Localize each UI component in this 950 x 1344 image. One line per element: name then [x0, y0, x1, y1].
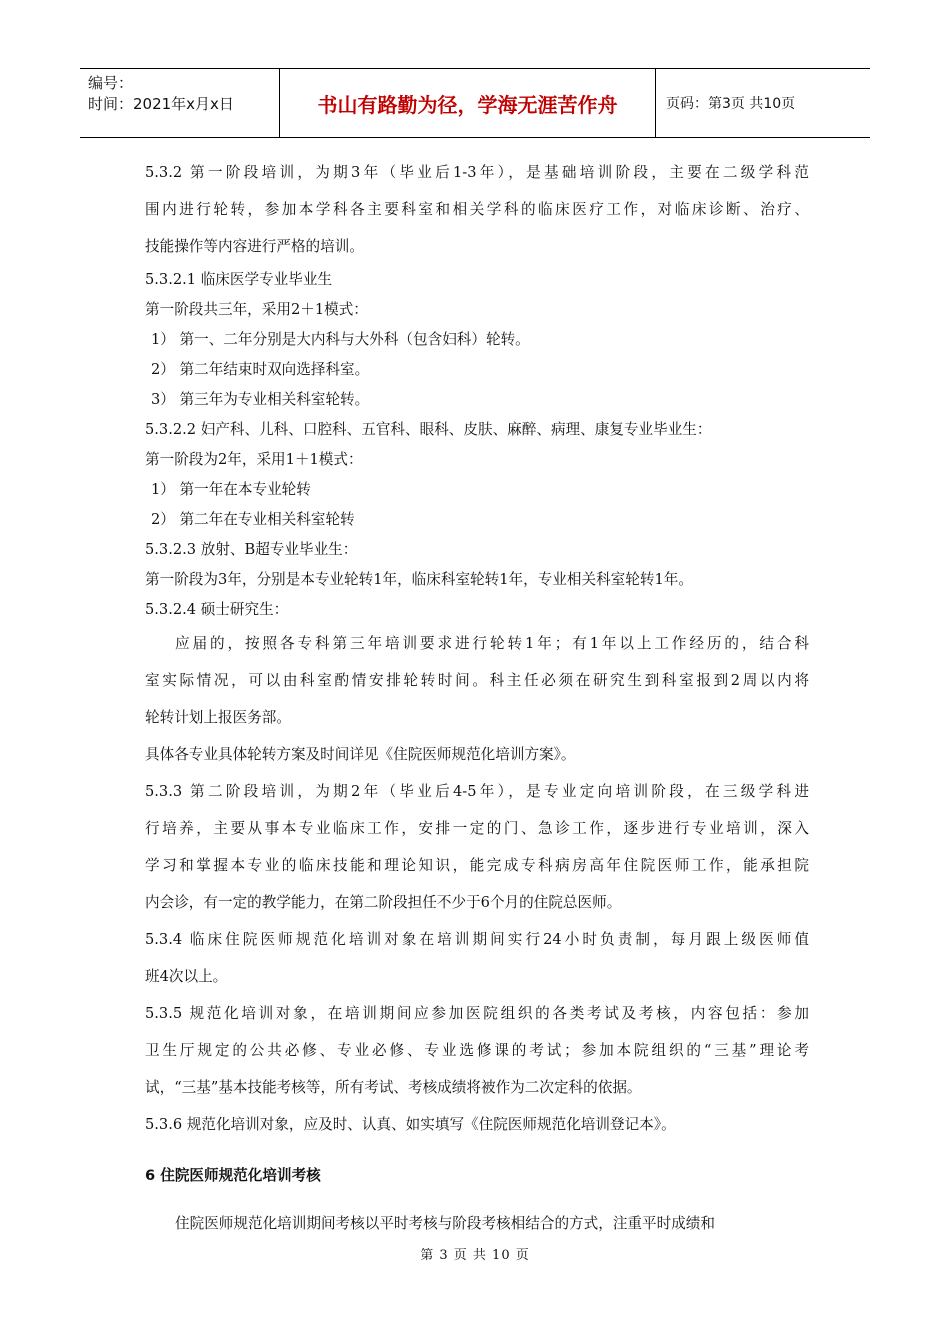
- paragraph-5-3-5-line-1: 5.3.5 规范化培训对象，在培训期间应参加医院组织的各类考试及考核，内容包括：参加: [145, 1005, 809, 1022]
- section-5-3-2-1-intro: 第一阶段共三年，采用2＋1模式：: [145, 301, 368, 318]
- paragraph-5-3-2-line-3: 技能操作等内容进行严格的培训。: [145, 238, 364, 255]
- section-5-3-2-4-line-2: 室实际情况，可以由科室酌情安排轮转时间。科主任必须在研究生到科室报到2周以内将: [145, 672, 809, 689]
- paragraph-5-3-3-line-4: 内会诊，有一定的教学能力，在第二阶段担任不少于6个月的住院总医师。: [145, 894, 622, 911]
- document-header: [80, 68, 870, 138]
- paragraph-5-3-2-line-1: 5.3.2 第一阶段培训，为期3年（毕业后1-3年），是基础培训阶段，主要在二级学科范: [145, 164, 809, 181]
- list-item: 2） 第二年结束时双向选择科室。: [151, 361, 370, 378]
- motto-text: 书山有路勤为径，学海无涯苦作舟: [317, 92, 618, 117]
- section-6-heading: 6 住院医师规范化培训考核: [145, 1167, 321, 1184]
- section-5-3-2-4-line-3: 轮转计划上报医务部。: [145, 709, 291, 726]
- header-meta-cell: [80, 69, 280, 137]
- paragraph-5-3-6: 5.3.6 规范化培训对象，应及时、认真、如实填写《住院医师规范化培训登记本》。: [145, 1116, 676, 1133]
- paragraph-5-3-5-line-2: 卫生厅规定的公共必修、专业必修、专业选修课的考试；参加本院组织的“三基”理论考: [145, 1042, 809, 1059]
- number-label: 编号：: [88, 74, 134, 92]
- list-item: 3） 第三年为专业相关科室轮转。: [151, 391, 370, 408]
- paragraph-5-3-5-line-3: 试，“三基”基本技能考核等，所有考试、考核成绩将被作为二次定科的依据。: [145, 1079, 642, 1096]
- section-5-3-2-3-text: 第一阶段为3年，分别是本专业轮转1年，临床科室轮转1年，专业相关科室轮转1年。: [145, 571, 693, 588]
- section-5-3-2-3-title: 5.3.2.3 放射、B超专业毕业生：: [145, 541, 358, 558]
- section-6-text: 住院医师规范化培训期间考核以平时考核与阶段考核相结合的方式，注重平时成绩和: [175, 1215, 715, 1232]
- section-5-3-2-4-line-1: 应届的，按照各专科第三年培训要求进行轮转1年；有1年以上工作经历的，结合科: [175, 635, 809, 652]
- header-page-cell: [656, 69, 870, 137]
- section-5-3-2-1-title: 5.3.2.1 临床医学专业毕业生: [145, 271, 333, 288]
- footer-page-number: 第 3 页 共 10 页: [420, 1248, 530, 1263]
- paragraph-5-3-4-line-2: 班4次以上。: [145, 968, 228, 985]
- paragraph-5-3-3-line-1: 5.3.3 第二阶段培训，为期2年（毕业后4-5年），是专业定向培训阶段，在三级学科进: [145, 783, 809, 800]
- section-5-3-2-2-intro: 第一阶段为2年，采用1＋1模式：: [145, 451, 363, 468]
- page-footer: [0, 1244, 950, 1263]
- paragraph-5-3-3-line-3: 学习和掌握本专业的临床技能和理论知识，能完成专科病房高年住院医师工作，能承担院: [145, 857, 809, 874]
- paragraph-5-3-2-line-2: 围内进行轮转，参加本学科各主要科室和相关学科的临床医疗工作，对临床诊断、治疗、: [145, 201, 809, 218]
- section-5-3-2-4-title: 5.3.2.4 硕士研究生：: [145, 601, 289, 618]
- list-item: 1） 第一、二年分别是大内科与大外科（包含妇科）轮转。: [151, 331, 530, 348]
- document-body: [145, 154, 809, 1242]
- time-label: 时间：2021年x月x日: [88, 95, 234, 113]
- list-item: 2） 第二年在专业相关科室轮转: [151, 511, 355, 528]
- paragraph-5-3-4-line-1: 5.3.4 临床住院医师规范化培训对象在培训期间实行24小时负责制，每月跟上级医师值: [145, 931, 809, 948]
- list-item: 1） 第一年在本专业轮转: [151, 481, 311, 498]
- page-info: 页码：第3页 共10页: [666, 96, 796, 112]
- section-5-3-2-2-title: 5.3.2.2 妇产科、儿科、口腔科、五官科、眼科、皮肤、麻醉、病理、康复专业毕业生：: [145, 421, 712, 438]
- header-motto-cell: [280, 69, 656, 137]
- paragraph-5-3-3-line-2: 行培养，主要从事本专业临床工作，安排一定的门、急诊工作，逐步进行专业培训，深入: [145, 820, 809, 837]
- detail-reference: 具体各专业具体轮转方案及时间详见《住院医师规范化培训方案》。: [145, 746, 576, 763]
